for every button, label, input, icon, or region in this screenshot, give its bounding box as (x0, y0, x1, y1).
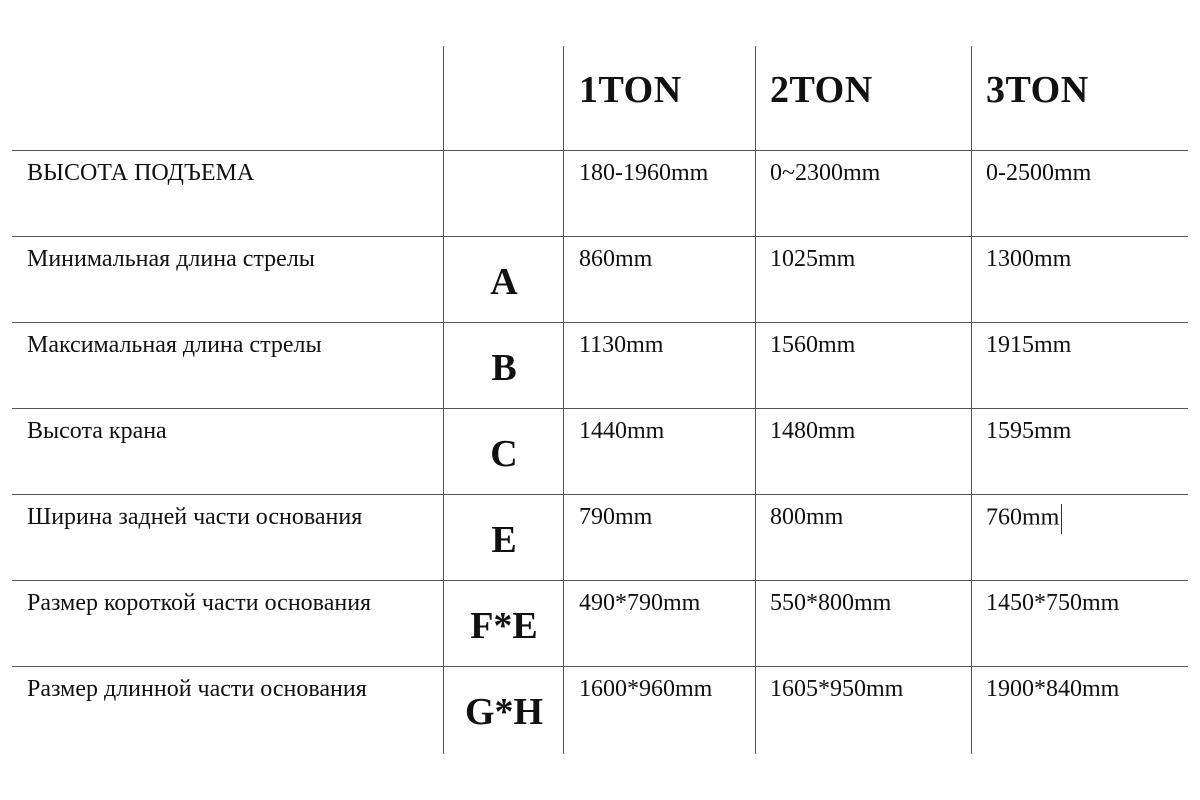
row-label-lift-height: ВЫСОТА ПОДЪЕМА (27, 160, 255, 186)
cell-2ton-short-base-size: 550*800mm (770, 590, 892, 616)
dimension-letter-gh: G*H (464, 691, 544, 733)
dimension-letter-fe: F*E (470, 605, 538, 647)
row-divider (12, 408, 1188, 409)
row-label-max-boom-length: Максимальная длина стрелы (27, 332, 322, 358)
cell-3ton-short-base-size: 1450*750mm (986, 590, 1120, 616)
cell-1ton-max-boom-length: 1130mm (579, 332, 664, 358)
row-label-short-base-size: Размер короткой части основания (27, 590, 372, 616)
row-divider (12, 150, 1188, 151)
cell-1ton-long-base-size: 1600*960mm (579, 676, 713, 702)
dimension-letter-a: A (490, 261, 518, 303)
cell-1ton-crane-height: 1440mm (579, 418, 665, 444)
header-2ton: 2TON (770, 69, 873, 111)
cell-1ton-min-boom-length: 860mm (579, 246, 653, 272)
cell-3ton-crane-height: 1595mm (986, 418, 1072, 444)
row-label-min-boom-length: Минимальная длина стрелы (27, 246, 315, 272)
cell-2ton-rear-base-width: 800mm (770, 504, 844, 530)
dimension-letter-c: C (490, 433, 518, 475)
text-cursor (1061, 504, 1062, 534)
dimension-letter-e: E (491, 519, 517, 561)
header-3ton: 3TON (986, 69, 1089, 111)
cell-2ton-max-boom-length: 1560mm (770, 332, 856, 358)
cell-1ton-short-base-size: 490*790mm (579, 590, 701, 616)
cell-1ton-lift-height: 180-1960mm (579, 160, 709, 186)
cell-3ton-rear-base-width-wrap (986, 504, 1062, 534)
cell-2ton-min-boom-length: 1025mm (770, 246, 856, 272)
column-divider (755, 46, 756, 754)
row-label-crane-height: Высота крана (27, 418, 167, 444)
row-label-rear-base-width: Ширина задней части основания (27, 504, 363, 530)
row-divider (12, 666, 1188, 667)
dimension-letter-b: B (491, 347, 517, 389)
cell-2ton-long-base-size: 1605*950mm (770, 676, 904, 702)
row-label-long-base-size: Размер длинной части основания (27, 676, 367, 702)
row-divider (12, 494, 1188, 495)
row-divider (12, 236, 1188, 237)
row-divider (12, 322, 1188, 323)
cell-1ton-rear-base-width: 790mm (579, 504, 653, 530)
column-divider (971, 46, 972, 754)
cell-3ton-min-boom-length: 1300mm (986, 246, 1072, 272)
cell-3ton-max-boom-length: 1915mm (986, 332, 1072, 358)
cell-2ton-crane-height: 1480mm (770, 418, 856, 444)
cell-3ton-rear-base-width: 760mm (986, 504, 1060, 531)
header-1ton: 1TON (579, 69, 682, 111)
cell-3ton-long-base-size: 1900*840mm (986, 676, 1120, 702)
cell-2ton-lift-height: 0~2300mm (770, 160, 881, 186)
row-divider (12, 580, 1188, 581)
cell-3ton-lift-height: 0-2500mm (986, 160, 1092, 186)
